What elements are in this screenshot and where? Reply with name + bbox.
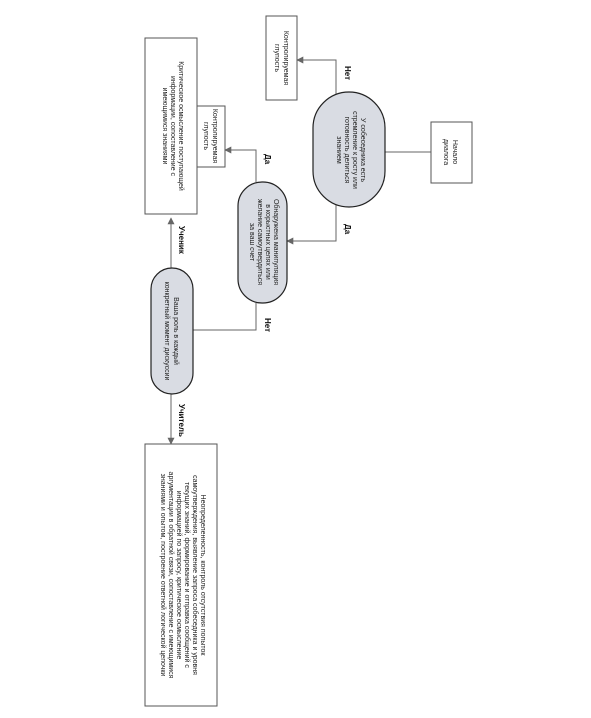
teacher-note-line-6: знаниями и опытом, построение ответной логической цепочки (159, 473, 166, 677)
decision-role-shape (151, 268, 193, 394)
decision-growth-line-2: стремление к росту или (351, 111, 358, 189)
decision-growth-node (313, 92, 385, 207)
student-note-line-3: имеющимися знаниями (161, 87, 168, 165)
decision-role-node (151, 268, 193, 394)
student-note-line-2: информации, сопоставление с (169, 75, 176, 177)
label-yes-1: Да (343, 224, 352, 235)
label-yes-2: Да (263, 154, 272, 165)
teacher-note-line-5: аргументации в обратной связи, сопоставление с имеющимися (167, 471, 174, 679)
teacher-note-line-2: самоутверждения, выявление запроса собеседника и уровня (191, 475, 198, 675)
controlled-stupidity-2-node (197, 106, 225, 167)
teacher-note-line-1: Неопределенность, контроль отсутствия попыток (199, 494, 206, 656)
label-no-2: Нет (263, 318, 272, 333)
decision-growth-line-1: У собеседника есть (359, 117, 366, 183)
controlled-stupidity-2-line-1: Контролируемая (211, 108, 218, 164)
start-line-1: Начало (451, 139, 458, 165)
edge-decision1-yes-to-decision2 (287, 202, 336, 241)
controlled-stupidity-1-box (266, 16, 297, 100)
label-teacher: Учитель (177, 404, 186, 437)
label-student: Ученик (177, 226, 186, 254)
decision-role-line-1: Ваша роль в каждый (172, 297, 179, 365)
teacher-note-node (145, 444, 217, 706)
decision-role-line-2: конкретный момент дискуссии (163, 281, 170, 381)
edge-decision2-no-to-decision3 (193, 303, 256, 330)
teacher-note-line-3: текущих знаний, формирование и отправка сообщений с (183, 482, 190, 668)
decision-manipulation-line-4: за ваш счет (248, 222, 255, 262)
controlled-stupidity-1-line-1: Контролируемая (282, 30, 289, 86)
controlled-stupidity-2-line-2: глупость (202, 121, 209, 151)
decision-manipulation-node (238, 182, 287, 303)
student-note-node (145, 38, 197, 214)
start-node (431, 122, 472, 183)
controlled-stupidity-2-box (197, 106, 225, 167)
edge-decision2-yes-to-controlled2 (225, 150, 256, 182)
controlled-stupidity-1-node (266, 16, 297, 100)
label-no-1: Нет (343, 66, 352, 81)
decision-growth-line-3: готовность делиться (343, 116, 350, 184)
teacher-note-line-4: информацией по запросу, критическое осмысление (175, 490, 182, 660)
decision-manipulation-line-2: в корыстных целях или (264, 204, 271, 280)
decision-growth-line-4: знанием (335, 136, 342, 164)
decision-manipulation-line-3: желание самоутвердиться (256, 198, 263, 286)
decision-manipulation-line-1: Обнаружена манипуляция (272, 198, 279, 286)
start-line-2: диалога (442, 138, 449, 166)
controlled-stupidity-1-line-2: глупость (273, 43, 280, 73)
student-note-line-1: Критическое осмысление поступающей (177, 61, 184, 191)
